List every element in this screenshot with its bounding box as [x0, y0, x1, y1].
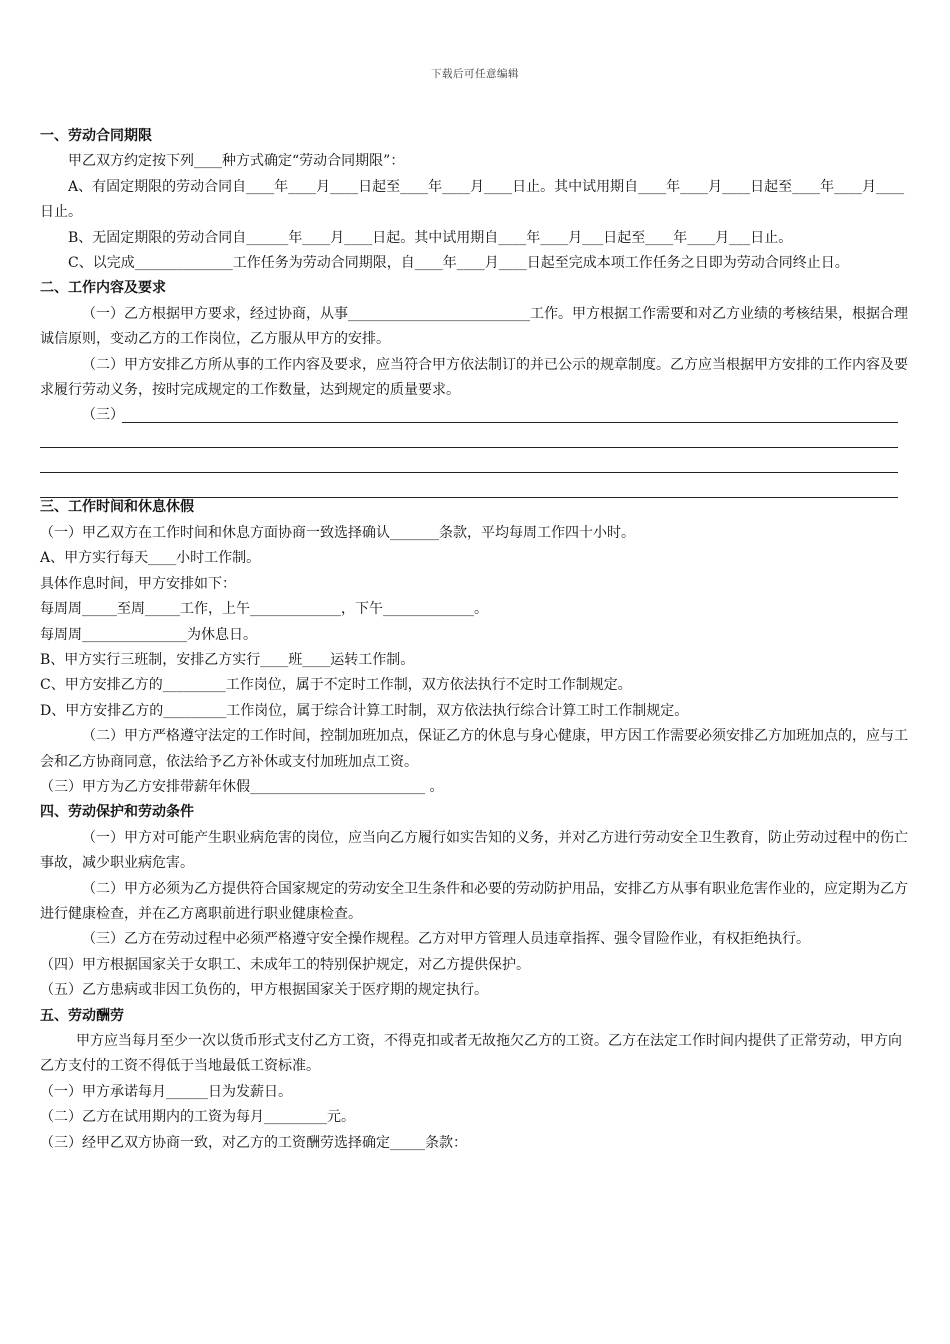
section-1-title: 一、劳动合同期限	[40, 128, 152, 144]
s5-item-1: （一）甲方承诺每月______日为发薪日。	[40, 1083, 292, 1100]
s1-fixed-term: A、有固定期限的劳动合同自____年____月____日起至____年____月____日止。其中试用期自____年____月____日起至____年____月____日止。	[40, 178, 905, 221]
contract-body	[40, 124, 910, 1156]
s3-option-b: B、甲方实行三班制，安排乙方实行____班____运转工作制。	[40, 651, 415, 668]
page-header-note: 下载后可任意编辑	[431, 68, 519, 80]
section-4-title: 四、劳动保护和劳动条件	[40, 804, 194, 821]
s3-option-a-workdays: 每周周_____至周_____工作，上午_____________，下午_____________。	[40, 601, 488, 618]
s3-option-c: C、甲方安排乙方的_________工作岗位，属于不定时工作制，双方依法执行不定时工作制规定。	[40, 677, 632, 694]
s3-item-1: （一）甲乙双方在工作时间和休息方面协商一致选择确认_______条款，平均每周工作四十小时。	[40, 524, 635, 541]
blank-line	[40, 497, 898, 498]
section-5-title: 五、劳动酬劳	[40, 1007, 124, 1024]
blank-line	[40, 447, 898, 448]
s4-item-4: （四）甲方根据国家关于女职工、未成年工的特别保护规定，对乙方提供保护。	[40, 956, 530, 973]
s2-item-3-label: （三）	[82, 407, 124, 424]
blank-line	[122, 422, 898, 423]
s2-item-1: （一）乙方根据甲方要求，经过协商，从事__________________________工作。甲方根据工作需要和对乙方业绩的考核结果，根据合理诚信原则，变动乙方的工作岗位，乙方服从甲方的安排。	[40, 305, 908, 348]
s5-intro: 甲方应当每月至少一次以货币形式支付乙方工资，不得克扣或者无故拖欠乙方的工资。乙方在法定工作时间内提供了正常劳动，甲方向乙方支付的工资不得低于当地最低工资标准。	[40, 1033, 902, 1075]
section-3-title: 三、工作时间和休息休假	[40, 499, 194, 516]
s3-option-a-restdays: 每周周_______________为休息日。	[40, 626, 257, 643]
s1-task-term: C、以完成______________工作任务为劳动合同期限，自____年____月____日起至完成本项工作任务之日即为劳动合同终止日。	[68, 255, 849, 272]
s1-open-term: B、无固定期限的劳动合同自______年____月____日起。其中试用期自____年____月___日起至____年____月___日止。	[68, 229, 793, 246]
blank-line	[40, 472, 898, 473]
s4-item-1: （一）甲方对可能产生职业病危害的岗位，应当向乙方履行如实告知的义务，并对乙方进行劳动安全卫生教育，防止劳动过程中的伤亡事故，减少职业病危害。	[40, 829, 908, 872]
s4-item-3: （三）乙方在劳动过程中必须严格遵守安全操作规程。乙方对甲方管理人员违章指挥、强令冒险作业，有权拒绝执行。	[82, 931, 810, 948]
section-2-title: 二、工作内容及要求	[40, 280, 166, 297]
s2-item-2: （二）甲方安排乙方所从事的工作内容及要求，应当符合甲方依法制订的并已公示的规章制度。乙方应当根据甲方安排的工作内容及要求履行劳动义务，按时完成规定的工作数量，达到规定的质量要求。	[40, 356, 908, 399]
s4-item-2: （二）甲方必须为乙方提供符合国家规定的劳动安全卫生条件和必要的劳动防护用品，安排乙方从事有职业危害作业的，应定期为乙方进行健康检查，并在乙方离职前进行职业健康检查。	[40, 880, 908, 922]
s5-item-2: （二）乙方在试用期内的工资为每月_________元。	[40, 1109, 355, 1126]
s3-item-2: （二）甲方严格遵守法定的工作时间，控制加班加点，保证乙方的休息与身心健康，甲方因工作需要必须安排乙方加班加点的，应与工会和乙方协商同意，依法给予乙方补休或支付加班加点工资。	[40, 728, 908, 770]
s3-item-3: （三）甲方为乙方安排带薪年休假_________________________ 。	[40, 778, 444, 795]
s2-item-3-block	[40, 403, 910, 489]
s4-item-5: （五）乙方患病或非因工负伤的，甲方根据国家关于医疗期的规定执行。	[40, 982, 488, 999]
s3-option-a: A、甲方实行每天____小时工作制。	[40, 550, 261, 567]
s1-term-method: 甲乙双方约定按下列____种方式确定“劳动合同期限”：	[68, 153, 405, 170]
s3-option-a-schedule: 具体作息时间，甲方安排如下：	[40, 575, 236, 592]
s5-item-3: （三）经甲乙双方协商一致，对乙方的工资酬劳选择确定_____条款：	[40, 1134, 467, 1151]
s3-option-d: D、甲方安排乙方的_________工作岗位，属于综合计算工时制，双方依法执行综合计算工时工作制规定。	[40, 702, 689, 719]
